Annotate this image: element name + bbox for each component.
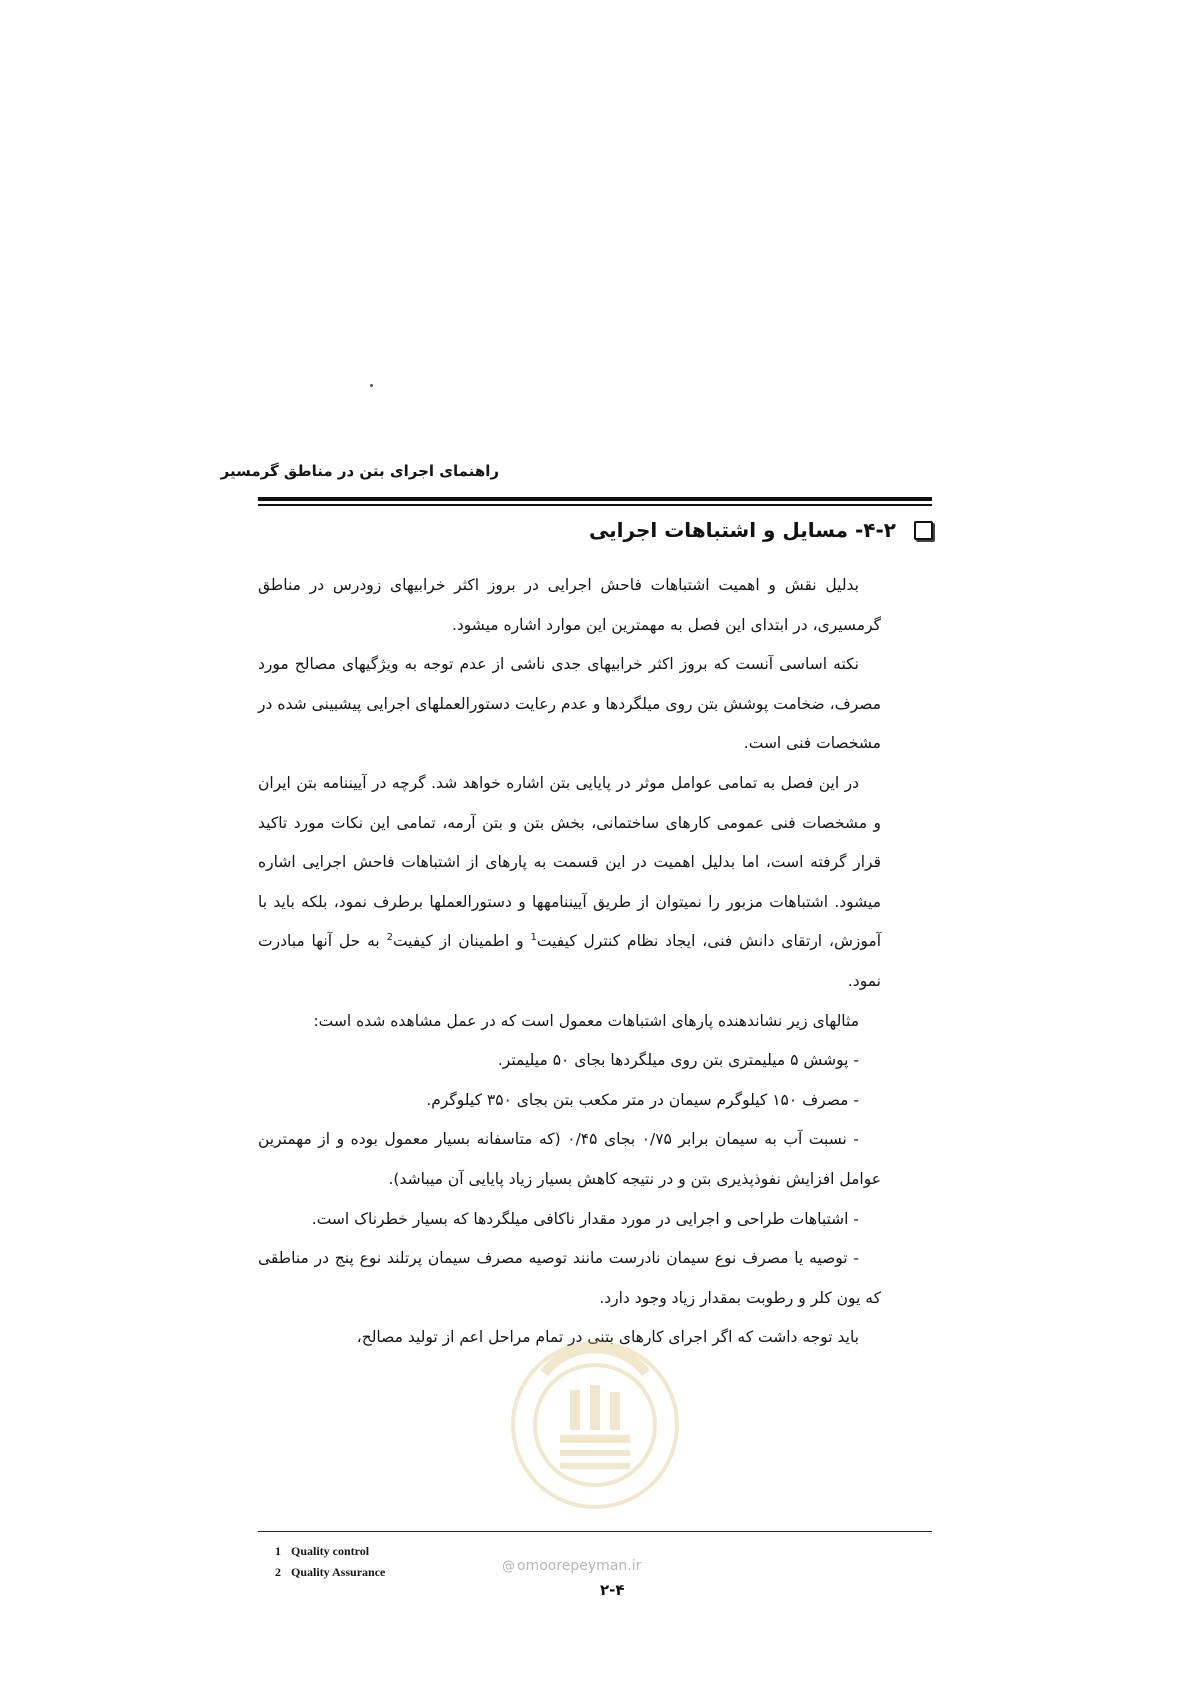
heading-square-icon	[914, 521, 933, 540]
footnote-ref: 2	[386, 932, 393, 944]
paragraph	[258, 764, 881, 1002]
paragraph: مثالهای زیر نشاندهنده پارهای اشتباهات معمول است که در عمل مشاهده شده است:	[313, 1011, 859, 1030]
list-item: - پوشش ۵ میلیمتری بتن روی میلگردها بجای ۵۰ میلیمتر.	[497, 1051, 859, 1070]
list-item: - اشتباهات طراحی و اجرایی در مورد مقدار ناکافی میلگردها که بسیار خطرناک است.	[311, 1209, 859, 1228]
footnote-rule	[258, 1531, 932, 1532]
section-heading-text: ۴-۲- مسایل و اشتباهات اجرایی	[588, 518, 896, 542]
list-item: - توصیه یا مصرف نوع سیمان نادرست مانند توصیه مصرف سیمان پرتلند نوع پنج در مناطقی که یون کلر و رطوبت بمقدار زیاد وجود دارد.	[258, 1249, 881, 1307]
paragraph-text: در این فصل به تمامی عوامل موثر در پایایی بتن اشاره خواهد شد. گرچه در آییننامه بتن ایران و مشخصات فنی عمومی کارهای ساختمانی، بخش بتن و بتن آرمه، تمامی این نکات مورد تاکید قرار گرفته است، اما بدلیل اهمیت در این قسمت به پارهای از اشتباهات فاحش اجرایی اشاره میشود. اشتباهات مزبور را نمیتوان از طریق آییننامهها و دستورالعملها برطرف نمود، بلکه باید با آموزش، ارتقای دانش فنی، ایجاد نظام کنترل کیفیت	[258, 773, 881, 951]
footnotes	[275, 1541, 385, 1583]
page-number: ۲-۴	[600, 1581, 625, 1599]
paragraph: بدلیل نقش و اهمیت اشتباهات فاحش اجرایی در بروز اکثر خرابیهای زودرس در مناطق گرمسیری، در ابتدای این فصل به مهمترین این موارد اشاره میشود.	[258, 576, 881, 634]
header-rule-thick	[258, 497, 932, 501]
watermark-seal-icon	[500, 1330, 690, 1520]
paragraph: نکته اساسی آنست که بروز اکثر خرابیهای جدی ناشی از عدم توجه به ویژگیهای مصالح مورد مصرف، ضخامت پوشش بتن روی میلگردها و عدم رعایت دستورالعملهای اجرایی پیشبینی شده در مشخصات فنی است.	[258, 655, 881, 753]
footnote-text: Quality control	[291, 1544, 370, 1558]
footnote	[275, 1562, 385, 1583]
paragraph: باید توجه داشت که اگر اجرای کارهای بتنی در تمام مراحل اعم از تولید مصالح،	[356, 1328, 859, 1347]
watermark-url-text: omoorepeyman.ir	[517, 1558, 642, 1574]
paragraph-text: و اطمینان از کیفیت	[392, 932, 531, 951]
watermark-url	[502, 1558, 641, 1574]
body-text	[258, 566, 881, 1358]
list-item: - نسبت آب به سیمان برابر ۰/۷۵ بجای ۰/۴۵ (که متاسفانه بسیار معمول بوده و از مهمترین عوامل افزایش نفوذپذیری بتن و در نتیجه کاهش بسیار زیاد پایایی آن میباشد).	[258, 1130, 881, 1188]
at-icon: @	[502, 1559, 515, 1574]
footnote-number: 1	[275, 1544, 281, 1558]
footnote-number: 2	[275, 1565, 281, 1579]
footnote-text: Quality Assurance	[291, 1565, 386, 1579]
section-heading	[258, 518, 933, 542]
list-item: - مصرف ۱۵۰ کیلوگرم سیمان در متر مکعب بتن بجای ۳۵۰ کیلوگرم.	[426, 1090, 859, 1109]
header-rule-thin	[258, 504, 932, 506]
scan-speck	[370, 384, 373, 387]
running-header-title: راهنمای اجرای بتن در مناطق گرمسیر	[220, 462, 499, 480]
paragraph-text: به حل آنها مبادرت نمود.	[258, 932, 881, 990]
footnote-ref: 1	[530, 932, 537, 944]
footnote	[275, 1541, 385, 1562]
